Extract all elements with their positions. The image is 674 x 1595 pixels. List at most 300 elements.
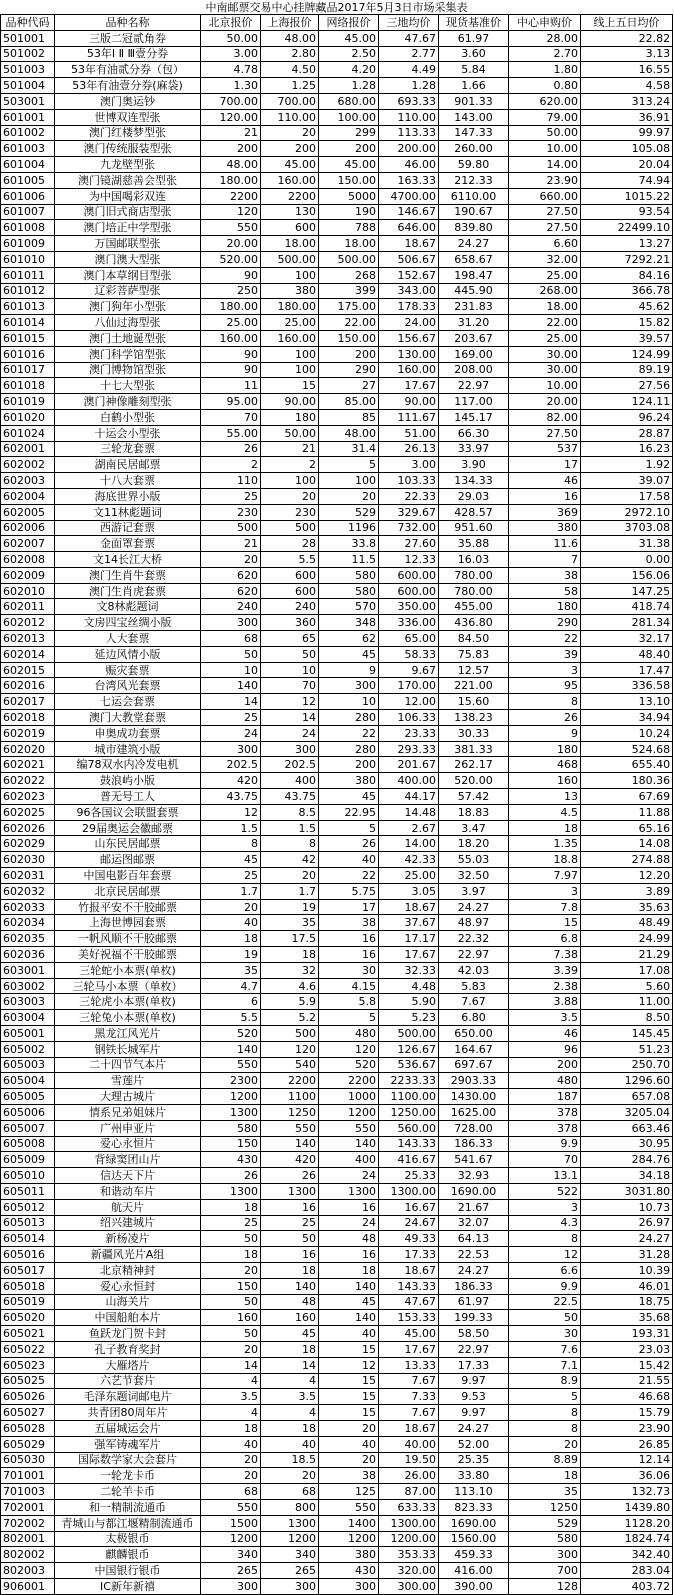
cell-beijing-price: 340 — [201, 1547, 261, 1563]
cell-code: 605012 — [1, 1199, 55, 1215]
cell-avg-price: 87.00 — [379, 1484, 439, 1500]
cell-online-5day-avg: 342.40 — [581, 1547, 673, 1563]
cell-beijing-price: 26 — [201, 1168, 261, 1184]
cell-beijing-price: 21 — [201, 536, 261, 552]
table-row — [1, 536, 673, 552]
cell-code: 602010 — [1, 583, 55, 599]
table-row — [1, 852, 673, 868]
cell-avg-price: 3.05 — [379, 883, 439, 899]
cell-beijing-price: 160.00 — [201, 330, 261, 346]
cell-code: 605019 — [1, 1294, 55, 1310]
cell-online-price: 16 — [319, 1247, 379, 1263]
cell-center-purchase-price: 9.9 — [509, 1136, 581, 1152]
cell-code: 602032 — [1, 883, 55, 899]
table-row — [1, 267, 673, 283]
cell-avg-price: 19.50 — [379, 1452, 439, 1468]
cell-avg-price: 178.33 — [379, 299, 439, 315]
cell-shanghai-price: 540 — [261, 1057, 319, 1073]
cell-shanghai-price: 140 — [261, 1136, 319, 1152]
table-row — [1, 1026, 673, 1042]
table-row — [1, 299, 673, 315]
cell-avg-price: 200.00 — [379, 141, 439, 157]
cell-center-purchase-price: 7 — [509, 552, 581, 568]
cell-center-purchase-price: 39 — [509, 646, 581, 662]
cell-online-price: 40 — [319, 852, 379, 868]
cell-beijing-price: 20 — [201, 1262, 261, 1278]
cell-code: 605020 — [1, 1310, 55, 1326]
cell-name: 金面罩套票 — [55, 536, 201, 552]
cell-spot-base-price: 1625.00 — [439, 1104, 509, 1120]
cell-beijing-price: 45 — [201, 852, 261, 868]
cell-center-purchase-price: 468 — [509, 757, 581, 773]
cell-shanghai-price: 300 — [261, 741, 319, 757]
cell-code: 602034 — [1, 915, 55, 931]
cell-shanghai-price: 48.00 — [261, 30, 319, 46]
cell-code: 601010 — [1, 251, 55, 267]
cell-online-5day-avg: 7292.21 — [581, 251, 673, 267]
cell-name: 邮运图邮票 — [55, 852, 201, 868]
cell-online-5day-avg: 30.95 — [581, 1136, 673, 1152]
cell-avg-price: 5.23 — [379, 1010, 439, 1026]
cell-center-purchase-price: 30 — [509, 1326, 581, 1342]
cell-online-price: 788 — [319, 220, 379, 236]
cell-name: 延边风情小版 — [55, 646, 201, 662]
cell-avg-price: 25.00 — [379, 868, 439, 884]
cell-spot-base-price: 12.57 — [439, 662, 509, 678]
cell-shanghai-price: 18 — [261, 1420, 319, 1436]
table-row — [1, 694, 673, 710]
cell-avg-price: 160.00 — [379, 362, 439, 378]
cell-name: 九龙壁型张 — [55, 157, 201, 173]
cell-online-price: 9 — [319, 662, 379, 678]
cell-name: 澳门博物馆型张 — [55, 362, 201, 378]
cell-shanghai-price: 20 — [261, 1468, 319, 1484]
cell-shanghai-price: 700.00 — [261, 93, 319, 109]
cell-code: 605029 — [1, 1436, 55, 1452]
cell-code: 605018 — [1, 1278, 55, 1294]
cell-center-purchase-price: 20.00 — [509, 394, 581, 410]
cell-avg-price: 18.67 — [379, 899, 439, 915]
cell-shanghai-price: 2200 — [261, 188, 319, 204]
cell-online-price: 1196 — [319, 520, 379, 536]
cell-shanghai-price: 1250 — [261, 1104, 319, 1120]
cell-code: 605008 — [1, 1136, 55, 1152]
cell-code: 602025 — [1, 804, 55, 820]
cell-avg-price: 103.33 — [379, 473, 439, 489]
cell-beijing-price: 150 — [201, 1278, 261, 1294]
cell-code: 603004 — [1, 1010, 55, 1026]
cell-code: 601009 — [1, 236, 55, 252]
cell-code: 603002 — [1, 978, 55, 994]
cell-beijing-price: 620 — [201, 567, 261, 583]
cell-code: 702002 — [1, 1515, 55, 1531]
cell-center-purchase-price: 7.97 — [509, 868, 581, 884]
cell-beijing-price: 1300 — [201, 1104, 261, 1120]
cell-name: 三轮蛇小本票(单枚) — [55, 962, 201, 978]
cell-online-5day-avg: 48.49 — [581, 915, 673, 931]
cell-spot-base-price: 208.00 — [439, 362, 509, 378]
cell-name: 海底世界小版 — [55, 488, 201, 504]
table-row — [1, 1373, 673, 1389]
cell-online-5day-avg: 105.08 — [581, 141, 673, 157]
cell-spot-base-price: 231.83 — [439, 299, 509, 315]
cell-online-price: 550 — [319, 1499, 379, 1515]
cell-center-purchase-price: 180 — [509, 741, 581, 757]
sheet-title: 中南邮票交易中心挂牌藏品2017年5月3日市场采集表 — [205, 0, 468, 14]
table-row — [1, 1389, 673, 1405]
cell-shanghai-price: 42 — [261, 852, 319, 868]
cell-beijing-price: 620 — [201, 583, 261, 599]
cell-beijing-price: 20.00 — [201, 236, 261, 252]
cell-beijing-price: 202.5 — [201, 757, 261, 773]
cell-name: 城市建筑小版 — [55, 741, 201, 757]
cell-name: 澳门土地诞型张 — [55, 330, 201, 346]
cell-shanghai-price: 380 — [261, 283, 319, 299]
cell-beijing-price: 120.00 — [201, 109, 261, 125]
cell-online-price: 140 — [319, 1278, 379, 1294]
cell-center-purchase-price: 529 — [509, 1515, 581, 1531]
cell-center-purchase-price: 0.80 — [509, 78, 581, 94]
cell-center-purchase-price: 290 — [509, 615, 581, 631]
cell-name: 澳门科学馆型张 — [55, 346, 201, 362]
cell-shanghai-price: 360 — [261, 615, 319, 631]
cell-center-purchase-price: 3.5 — [509, 1010, 581, 1026]
cell-online-5day-avg: 283.04 — [581, 1563, 673, 1579]
table-row — [1, 962, 673, 978]
cell-avg-price: 47.67 — [379, 1294, 439, 1310]
cell-code: 602002 — [1, 457, 55, 473]
cell-shanghai-price: 35 — [261, 915, 319, 931]
cell-shanghai-price: 45.00 — [261, 157, 319, 173]
cell-shanghai-price: 28 — [261, 536, 319, 552]
cell-code: 602035 — [1, 931, 55, 947]
cell-shanghai-price: 19 — [261, 899, 319, 915]
cell-code: 601016 — [1, 346, 55, 362]
cell-name: 新杨凌片 — [55, 1231, 201, 1247]
cell-name: 鱼跃龙门贺卡封 — [55, 1326, 201, 1342]
cell-spot-base-price: 428.57 — [439, 504, 509, 520]
cell-center-purchase-price: 3 — [509, 662, 581, 678]
table-row — [1, 1152, 673, 1168]
cell-beijing-price: 1200 — [201, 1531, 261, 1547]
cell-name: 七运会套票 — [55, 694, 201, 710]
cell-avg-price: 300.00 — [379, 1578, 439, 1594]
cell-avg-price: 170.00 — [379, 678, 439, 694]
cell-beijing-price: 4 — [201, 1405, 261, 1421]
cell-shanghai-price: 500 — [261, 520, 319, 536]
cell-name: 一帆风顺不干胶邮票 — [55, 931, 201, 947]
cell-online-5day-avg: 21.29 — [581, 947, 673, 963]
cell-name: IC新年新禧 — [55, 1578, 201, 1594]
table-row — [1, 947, 673, 963]
cell-code: 802003 — [1, 1563, 55, 1579]
cell-online-price: 45.00 — [319, 30, 379, 46]
cell-online-price: 17 — [319, 899, 379, 915]
cell-online-price: 290 — [319, 362, 379, 378]
cell-online-5day-avg: 34.18 — [581, 1168, 673, 1184]
cell-name: 三轮虎小本票(单枚) — [55, 994, 201, 1010]
cell-spot-base-price: 143.00 — [439, 109, 509, 125]
cell-code: 501003 — [1, 62, 55, 78]
cell-shanghai-price: 4.50 — [261, 62, 319, 78]
cell-avg-price: 23.33 — [379, 725, 439, 741]
cell-avg-price: 1250.00 — [379, 1104, 439, 1120]
cell-shanghai-price: 5.2 — [261, 1010, 319, 1026]
cell-name: 绍兴建城片 — [55, 1215, 201, 1231]
cell-center-purchase-price: 18.8 — [509, 852, 581, 868]
cell-avg-price: 1300.00 — [379, 1515, 439, 1531]
cell-name: 黑龙江风光片 — [55, 1026, 201, 1042]
cell-shanghai-price: 100 — [261, 362, 319, 378]
cell-name: 航天片 — [55, 1199, 201, 1215]
cell-avg-price: 40.00 — [379, 1436, 439, 1452]
cell-spot-base-price: 84.50 — [439, 631, 509, 647]
cell-online-price: 5.75 — [319, 883, 379, 899]
cell-code: 603003 — [1, 994, 55, 1010]
cell-avg-price: 4700.00 — [379, 188, 439, 204]
cell-online-price: 18.00 — [319, 236, 379, 252]
cell-name: 编78双水内冷发电机 — [55, 757, 201, 773]
cell-beijing-price: 90 — [201, 362, 261, 378]
cell-beijing-price: 14 — [201, 1357, 261, 1373]
table-row — [1, 1247, 673, 1263]
table-row — [1, 220, 673, 236]
cell-code: 605004 — [1, 1073, 55, 1089]
cell-online-price: 15 — [319, 1389, 379, 1405]
cell-name: 澳门澳大型张 — [55, 251, 201, 267]
cell-online-5day-avg: 46.01 — [581, 1278, 673, 1294]
cell-avg-price: 17.67 — [379, 1341, 439, 1357]
cell-online-price: 125 — [319, 1484, 379, 1500]
cell-beijing-price: 25.00 — [201, 315, 261, 331]
cell-center-purchase-price: 11.6 — [509, 536, 581, 552]
cell-shanghai-price: 1300 — [261, 1183, 319, 1199]
cell-code: 602009 — [1, 567, 55, 583]
cell-avg-price: 2.77 — [379, 46, 439, 62]
cell-shanghai-price: 16 — [261, 1199, 319, 1215]
cell-beijing-price: 550 — [201, 1499, 261, 1515]
cell-spot-base-price: 3.47 — [439, 820, 509, 836]
table-row — [1, 236, 673, 252]
cell-spot-base-price: 17.33 — [439, 1357, 509, 1373]
cell-online-5day-avg: 132.73 — [581, 1484, 673, 1500]
cell-online-price: 27 — [319, 378, 379, 394]
cell-center-purchase-price: 8.89 — [509, 1452, 581, 1468]
cell-online-5day-avg: 180.36 — [581, 773, 673, 789]
cell-online-5day-avg: 51.23 — [581, 1041, 673, 1057]
cell-avg-price: 46.00 — [379, 157, 439, 173]
cell-online-5day-avg: 36.91 — [581, 109, 673, 125]
cell-online-price: 280 — [319, 741, 379, 757]
cell-spot-base-price: 30.33 — [439, 725, 509, 741]
cell-name: 世博双连型张 — [55, 109, 201, 125]
cell-code: 605025 — [1, 1373, 55, 1389]
cell-spot-base-price: 24.27 — [439, 236, 509, 252]
cell-beijing-price: 20 — [201, 1452, 261, 1468]
cell-spot-base-price: 52.00 — [439, 1436, 509, 1452]
cell-online-price: 5.8 — [319, 994, 379, 1010]
cell-avg-price: 500.00 — [379, 1026, 439, 1042]
cell-shanghai-price: 18 — [261, 947, 319, 963]
cell-online-price: 16 — [319, 931, 379, 947]
table-row — [1, 172, 673, 188]
cell-beijing-price: 20 — [201, 1341, 261, 1357]
cell-shanghai-price: 160.00 — [261, 330, 319, 346]
cell-beijing-price: 10 — [201, 662, 261, 678]
cell-center-purchase-price: 268.00 — [509, 283, 581, 299]
cell-online-5day-avg: 84.16 — [581, 267, 673, 283]
cell-spot-base-price: 9.97 — [439, 1405, 509, 1421]
column-header-shanghai-price: 上海报价 — [261, 15, 319, 31]
cell-spot-base-price: 728.00 — [439, 1120, 509, 1136]
cell-code: 605009 — [1, 1152, 55, 1168]
cell-beijing-price: 3.5 — [201, 1389, 261, 1405]
cell-avg-price: 113.33 — [379, 125, 439, 141]
table-row — [1, 662, 673, 678]
table-row — [1, 773, 673, 789]
cell-name: 澳门神像雕刻型张 — [55, 394, 201, 410]
cell-online-5day-avg: 74.94 — [581, 172, 673, 188]
cell-online-5day-avg: 17.08 — [581, 962, 673, 978]
cell-avg-price: 14.00 — [379, 836, 439, 852]
cell-online-5day-avg: 14.08 — [581, 836, 673, 852]
cell-center-purchase-price: 4.3 — [509, 1215, 581, 1231]
cell-code: 601024 — [1, 425, 55, 441]
cell-spot-base-price: 203.67 — [439, 330, 509, 346]
cell-avg-price: 7.67 — [379, 1405, 439, 1421]
column-header-code: 品种代码 — [1, 15, 55, 31]
cell-center-purchase-price: 17 — [509, 457, 581, 473]
cell-online-price: 399 — [319, 283, 379, 299]
cell-shanghai-price: 4 — [261, 1373, 319, 1389]
cell-online-5day-avg: 8.50 — [581, 1010, 673, 1026]
cell-online-5day-avg: 39.57 — [581, 330, 673, 346]
table-row — [1, 1341, 673, 1357]
cell-online-5day-avg: 366.78 — [581, 283, 673, 299]
cell-online-price: 45 — [319, 646, 379, 662]
table-row — [1, 1183, 673, 1199]
cell-center-purchase-price: 30.00 — [509, 346, 581, 362]
cell-shanghai-price: 20 — [261, 488, 319, 504]
cell-code: 605017 — [1, 1262, 55, 1278]
cell-avg-price: 201.67 — [379, 757, 439, 773]
cell-code: 503001 — [1, 93, 55, 109]
cell-code: 602033 — [1, 899, 55, 915]
cell-name: 新疆风光片A组 — [55, 1247, 201, 1263]
table-row — [1, 346, 673, 362]
cell-online-5day-avg: 16.55 — [581, 62, 673, 78]
cell-beijing-price: 140 — [201, 1041, 261, 1057]
cell-name: 三轮马小本票（单枚） — [55, 978, 201, 994]
cell-center-purchase-price: 18 — [509, 820, 581, 836]
cell-name: 五届城运会片 — [55, 1420, 201, 1436]
cell-online-5day-avg: 147.25 — [581, 583, 673, 599]
cell-online-5day-avg: 3205.04 — [581, 1104, 673, 1120]
cell-center-purchase-price: 15 — [509, 915, 581, 931]
cell-spot-base-price: 58.50 — [439, 1326, 509, 1342]
cell-spot-base-price: 697.67 — [439, 1057, 509, 1073]
cell-avg-price: 25.33 — [379, 1168, 439, 1184]
cell-beijing-price: 55.00 — [201, 425, 261, 441]
cell-online-price: 100 — [319, 473, 379, 489]
cell-code: 601004 — [1, 157, 55, 173]
cell-beijing-price: 700.00 — [201, 93, 261, 109]
cell-beijing-price: 11 — [201, 378, 261, 394]
cell-name: 美好祝福不干胶邮票 — [55, 947, 201, 963]
table-row — [1, 1057, 673, 1073]
cell-online-5day-avg: 193.31 — [581, 1326, 673, 1342]
cell-center-purchase-price: 300 — [509, 1547, 581, 1563]
column-header-avg-price: 三地均价 — [379, 15, 439, 31]
cell-code: 601014 — [1, 315, 55, 331]
cell-code: 602036 — [1, 947, 55, 963]
cell-code: 602023 — [1, 789, 55, 805]
cell-avg-price: 47.67 — [379, 30, 439, 46]
cell-beijing-price: 230 — [201, 504, 261, 520]
cell-code: 605006 — [1, 1104, 55, 1120]
cell-center-purchase-price: 369 — [509, 504, 581, 520]
cell-name: 和一精制流通币 — [55, 1499, 201, 1515]
cell-online-5day-avg: 17.47 — [581, 662, 673, 678]
cell-avg-price: 600.00 — [379, 583, 439, 599]
cell-beijing-price: 70 — [201, 409, 261, 425]
cell-online-price: 16 — [319, 1199, 379, 1215]
cell-online-5day-avg: 284.76 — [581, 1152, 673, 1168]
cell-name: 为中国喝彩双连 — [55, 188, 201, 204]
cell-center-purchase-price: 3.88 — [509, 994, 581, 1010]
cell-beijing-price: 300 — [201, 615, 261, 631]
cell-online-price: 18 — [319, 1262, 379, 1278]
cell-online-price: 24 — [319, 1168, 379, 1184]
cell-code: 602006 — [1, 520, 55, 536]
cell-code: 605027 — [1, 1405, 55, 1421]
cell-spot-base-price: 455.00 — [439, 599, 509, 615]
cell-spot-base-price: 55.03 — [439, 852, 509, 868]
cell-avg-price: 22.33 — [379, 488, 439, 504]
cell-spot-base-price: 169.00 — [439, 346, 509, 362]
cell-avg-price: 153.33 — [379, 1310, 439, 1326]
cell-center-purchase-price: 38 — [509, 567, 581, 583]
cell-spot-base-price: 221.00 — [439, 678, 509, 694]
cell-avg-price: 130.00 — [379, 346, 439, 362]
cell-code: 605016 — [1, 1247, 55, 1263]
cell-shanghai-price: 100 — [261, 473, 319, 489]
cell-shanghai-price: 8 — [261, 836, 319, 852]
cell-online-5day-avg: 31.38 — [581, 536, 673, 552]
cell-online-5day-avg: 336.58 — [581, 678, 673, 694]
cell-spot-base-price: 66.30 — [439, 425, 509, 441]
cell-online-5day-avg: 124.99 — [581, 346, 673, 362]
cell-shanghai-price: 200 — [261, 141, 319, 157]
cell-beijing-price: 420 — [201, 773, 261, 789]
cell-shanghai-price: 1100 — [261, 1089, 319, 1105]
table-row — [1, 583, 673, 599]
cell-beijing-price: 18 — [201, 1247, 261, 1263]
cell-online-5day-avg: 32.17 — [581, 631, 673, 647]
table-row — [1, 1578, 673, 1594]
cell-shanghai-price: 2200 — [261, 1073, 319, 1089]
cell-spot-base-price: 198.47 — [439, 267, 509, 283]
cell-spot-base-price: 134.33 — [439, 473, 509, 489]
cell-beijing-price: 43.75 — [201, 789, 261, 805]
cell-shanghai-price: 1.5 — [261, 820, 319, 836]
cell-name: 文11林彪题词 — [55, 504, 201, 520]
cell-beijing-price: 180.00 — [201, 299, 261, 315]
cell-avg-price: 24.00 — [379, 315, 439, 331]
cell-center-purchase-price: 50.00 — [509, 125, 581, 141]
cell-code: 602012 — [1, 615, 55, 631]
table-row — [1, 868, 673, 884]
